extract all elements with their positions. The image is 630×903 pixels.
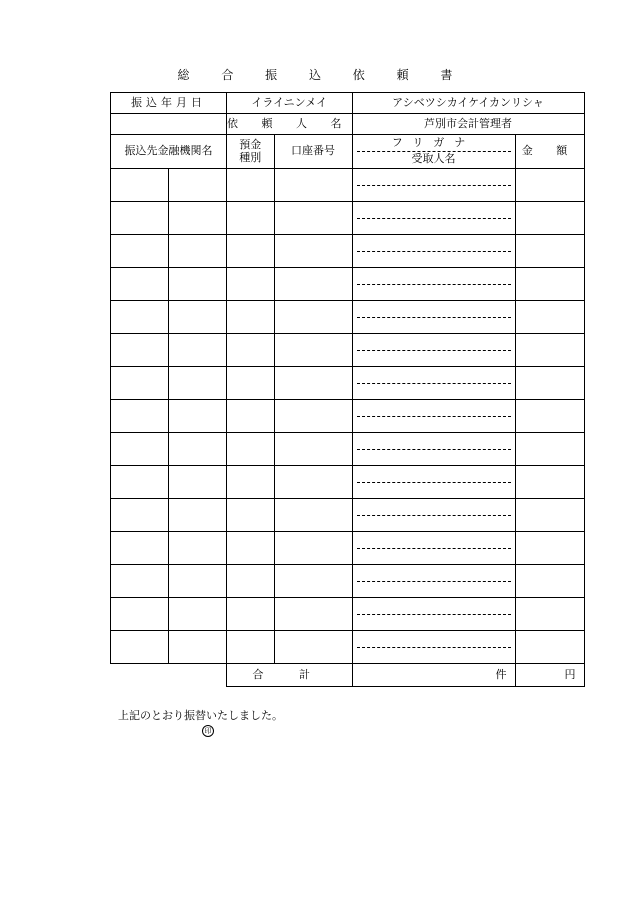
recipient-cell[interactable]: [352, 202, 515, 235]
account-number-cell[interactable]: [274, 202, 352, 235]
deposit-type-cell[interactable]: [227, 202, 275, 235]
document-title: 総 合 振 込 依 頼 書: [177, 68, 467, 82]
account-number-cell[interactable]: [274, 367, 352, 400]
furigana-divider: [357, 317, 511, 318]
bank-name-cell[interactable]: [111, 598, 169, 631]
furigana-divider: [357, 449, 511, 450]
table-row: [111, 334, 585, 367]
total-count-cell[interactable]: 件: [352, 664, 515, 687]
bank-branch-cell[interactable]: [169, 235, 227, 268]
deposit-type-cell[interactable]: [227, 235, 275, 268]
table-row: [111, 367, 585, 400]
bank-name-cell[interactable]: [111, 532, 169, 565]
account-number-cell[interactable]: [274, 334, 352, 367]
amount-cell[interactable]: [515, 598, 584, 631]
requester-kana-value: アシベツシカイケイカンリシャ: [352, 93, 584, 114]
bank-name-cell[interactable]: [111, 466, 169, 499]
account-number-cell[interactable]: [274, 532, 352, 565]
deposit-type-cell[interactable]: [227, 301, 275, 334]
furigana-divider: [357, 581, 511, 582]
table-row: [111, 268, 585, 301]
account-number-cell[interactable]: [274, 565, 352, 598]
table-row: [111, 532, 585, 565]
statement-text: 上記のとおり振替いたしました。: [118, 709, 283, 722]
bank-branch-cell[interactable]: [169, 466, 227, 499]
bank-branch-cell[interactable]: [169, 301, 227, 334]
furigana-divider: [357, 416, 511, 417]
bank-branch-cell[interactable]: [169, 334, 227, 367]
table-row: [111, 499, 585, 532]
bank-name-cell[interactable]: [111, 301, 169, 334]
bank-name-cell[interactable]: [111, 169, 169, 202]
furigana-divider: [357, 185, 511, 186]
amount-cell[interactable]: [515, 367, 584, 400]
bank-branch-cell[interactable]: [169, 598, 227, 631]
recipient-name-header: 受取人名: [411, 152, 456, 165]
furigana-divider: [357, 383, 511, 384]
furigana-divider: [357, 614, 511, 615]
bank-name-cell[interactable]: [111, 433, 169, 466]
requester-name-value: 芦別市会計管理者: [352, 114, 584, 135]
bank-name-cell[interactable]: [111, 400, 169, 433]
amount-cell[interactable]: [515, 169, 584, 202]
recipient-cell[interactable]: [352, 565, 515, 598]
bank-branch-cell[interactable]: [169, 532, 227, 565]
account-number-cell[interactable]: [274, 268, 352, 301]
deposit-type-cell[interactable]: [227, 367, 275, 400]
bank-branch-cell[interactable]: [169, 268, 227, 301]
table-row: [111, 565, 585, 598]
total-row: [111, 664, 585, 687]
furigana-header: フリガナ: [357, 137, 511, 152]
bank-branch-cell[interactable]: [169, 499, 227, 532]
furigana-divider: [357, 515, 511, 516]
recipient-cell[interactable]: [352, 301, 515, 334]
table-row: [111, 169, 585, 202]
account-number-cell[interactable]: [274, 400, 352, 433]
furigana-divider: [357, 350, 511, 351]
bank-name-cell[interactable]: [111, 565, 169, 598]
recipient-cell[interactable]: [352, 268, 515, 301]
amount-cell[interactable]: [515, 433, 584, 466]
table-row: [111, 433, 585, 466]
bank-branch-cell[interactable]: [169, 202, 227, 235]
requester-name-label: 依 頼 人 名: [227, 114, 353, 135]
deposit-type-cell[interactable]: [227, 268, 275, 301]
amount-cell[interactable]: [515, 301, 584, 334]
bank-branch-cell[interactable]: [169, 367, 227, 400]
transfer-date-field[interactable]: [111, 114, 227, 135]
transfer-request-form: [110, 92, 585, 687]
account-number-cell[interactable]: [274, 235, 352, 268]
amount-header: 金 額: [515, 135, 584, 169]
deposit-type-cell[interactable]: [227, 433, 275, 466]
furigana-divider: [357, 284, 511, 285]
bank-branch-cell[interactable]: [169, 169, 227, 202]
account-number-header: 口座番号: [274, 135, 352, 169]
recipient-cell[interactable]: [352, 598, 515, 631]
recipient-cell[interactable]: [352, 532, 515, 565]
recipient-cell[interactable]: [352, 367, 515, 400]
account-number-cell[interactable]: [274, 631, 352, 664]
requester-kana-label: イライニンメイ: [227, 93, 353, 114]
recipient-cell[interactable]: [352, 631, 515, 664]
table-row: [111, 598, 585, 631]
furigana-divider: [357, 218, 511, 219]
bank-name-cell[interactable]: [111, 631, 169, 664]
account-number-cell[interactable]: [274, 169, 352, 202]
total-amount-cell[interactable]: 円: [515, 664, 584, 687]
bank-name-cell[interactable]: [111, 334, 169, 367]
table-row: [111, 466, 585, 499]
bank-name-cell[interactable]: [111, 235, 169, 268]
table-row: [111, 631, 585, 664]
bank-branch-cell[interactable]: [169, 400, 227, 433]
amount-cell[interactable]: [515, 565, 584, 598]
table-row: [111, 400, 585, 433]
furigana-divider: [357, 548, 511, 549]
bank-name-header: 振込先金融機関名: [111, 135, 227, 169]
amount-cell[interactable]: [515, 268, 584, 301]
deposit-type-cell[interactable]: [227, 334, 275, 367]
bank-name-cell[interactable]: [111, 499, 169, 532]
bank-name-cell[interactable]: [111, 268, 169, 301]
amount-cell[interactable]: [515, 334, 584, 367]
deposit-type-header: 預金 種別: [227, 135, 275, 169]
total-label: 合 計: [227, 664, 353, 687]
deposit-type-cell[interactable]: [227, 169, 275, 202]
table-row: [111, 301, 585, 334]
recipient-cell[interactable]: [352, 400, 515, 433]
account-number-cell[interactable]: [274, 466, 352, 499]
furigana-divider: [357, 482, 511, 483]
furigana-divider: [357, 251, 511, 252]
account-number-cell[interactable]: [274, 301, 352, 334]
blank-area: [111, 664, 227, 687]
deposit-type-cell[interactable]: [227, 598, 275, 631]
amount-cell[interactable]: [515, 235, 584, 268]
recipient-header: [352, 135, 515, 169]
deposit-type-cell[interactable]: [227, 631, 275, 664]
furigana-divider: [357, 647, 511, 648]
recipient-cell[interactable]: [352, 334, 515, 367]
amount-cell[interactable]: [515, 400, 584, 433]
amount-cell[interactable]: [515, 202, 584, 235]
bank-name-cell[interactable]: [111, 202, 169, 235]
recipient-cell[interactable]: [352, 433, 515, 466]
amount-cell[interactable]: [515, 532, 584, 565]
deposit-type-cell[interactable]: [227, 565, 275, 598]
bank-branch-cell[interactable]: [169, 433, 227, 466]
account-number-cell[interactable]: [274, 433, 352, 466]
amount-cell[interactable]: [515, 466, 584, 499]
deposit-type-cell[interactable]: [227, 400, 275, 433]
table-row: [111, 235, 585, 268]
amount-cell[interactable]: [515, 499, 584, 532]
bank-branch-cell[interactable]: [169, 565, 227, 598]
recipient-cell[interactable]: [352, 466, 515, 499]
amount-cell[interactable]: [515, 631, 584, 664]
deposit-type-cell[interactable]: [227, 466, 275, 499]
deposit-type-cell[interactable]: [227, 499, 275, 532]
account-number-cell[interactable]: [274, 598, 352, 631]
account-number-cell[interactable]: [274, 499, 352, 532]
recipient-cell[interactable]: [352, 169, 515, 202]
seal-mark: 印: [202, 725, 214, 737]
transfer-date-label: 振込年月日: [111, 93, 227, 114]
bank-name-cell[interactable]: [111, 367, 169, 400]
recipient-cell[interactable]: [352, 499, 515, 532]
bank-branch-cell[interactable]: [169, 631, 227, 664]
table-row: [111, 202, 585, 235]
recipient-cell[interactable]: [352, 235, 515, 268]
deposit-type-cell[interactable]: [227, 532, 275, 565]
